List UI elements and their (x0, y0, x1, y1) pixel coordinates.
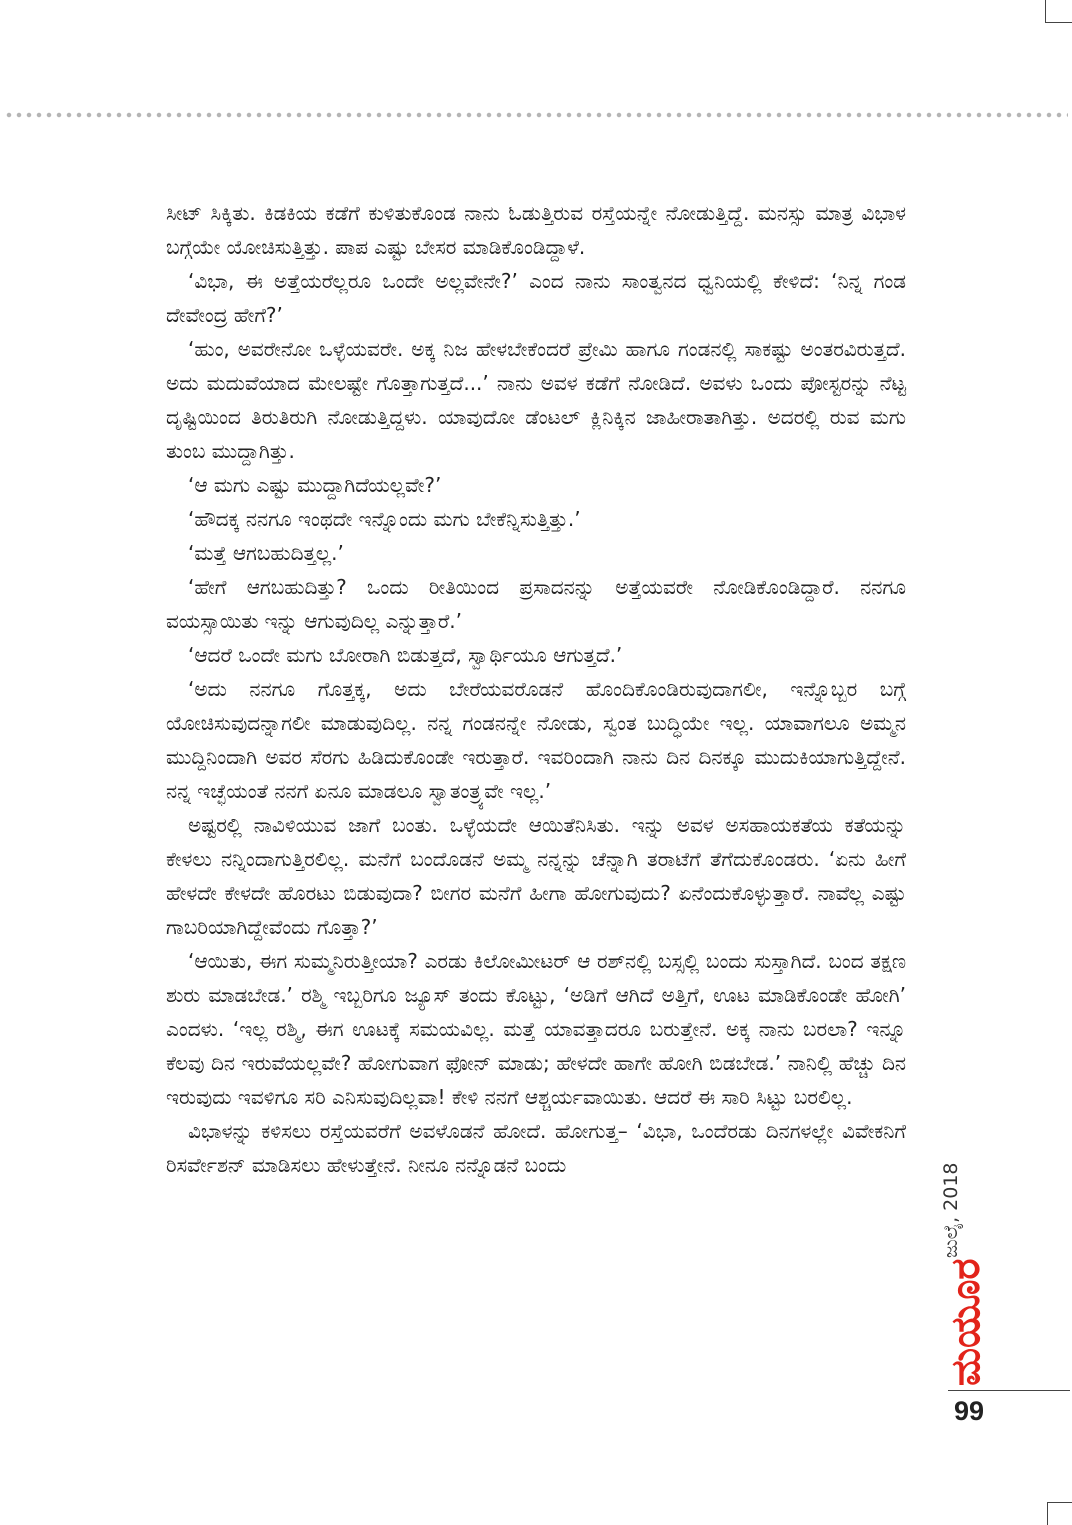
crop-mark-bottom-right (1047, 1502, 1072, 1525)
paragraph: ಅಷ್ಟರಲ್ಲಿ ನಾವಿಳಿಯುವ ಜಾಗೆ ಬಂತು. ಒಳ್ಳೆಯದೇ ಆಯಿತೆನಿಸಿತು. ಇನ್ನು ಅವಳ ಅಸಹಾಯಕತೆಯ ಕತೆಯನ್ನು ಕೇಳಲು ನನ್ನಿಂದಾಗುತ್ತಿರಲಿಲ್ಲ. ಮನೆಗೆ ಬಂದೊಡನೆ ಅಮ್ಮ ನನ್ನನ್ನು ಚೆನ್ನಾಗಿ ತರಾಟೆಗೆ ತೆಗೆದುಕೊಂಡರು. ‘ಏನು ಹೀಗೆ ಹೇಳದೇ ಕೇಳದೇ ಹೊರಟು ಬಿಡುವುದಾ? ಬೀಗರ ಮನೆಗೆ ಹೀಗಾ ಹೋಗುವುದು? ಏನೆಂದುಕೊಳ್ಳುತ್ತಾರೆ. ನಾವೆಲ್ಲ ಎಷ್ಟು ಗಾಬರಿಯಾಗಿದ್ದೇವೆಂದು ಗೊತ್ತಾ?’ (166, 813, 906, 939)
magazine-sidebar (940, 1110, 1000, 1386)
paragraph: ‘ಹುಂ, ಅವರೇನೋ ಒಳ್ಳೆಯವರೇ. ಅಕ್ಕ ನಿಜ ಹೇಳಬೇಕೆಂದರೆ ಪ್ರೇಮಿ ಹಾಗೂ ಗಂಡನಲ್ಲಿ ಸಾಕಷ್ಟು ಅಂತರವಿರುತ್ತದೆ. ಅದು ಮದುವೆಯಾದ ಮೇಲಷ್ಟೇ ಗೊತ್ತಾಗುತ್ತದೆ...’ ನಾನು ಅವಳ ಕಡೆಗೆ ನೋಡಿದೆ. ಅವಳು ಒಂದು ಪೋಸ್ಟರನ್ನು ನೆಟ್ಟ ದೃಷ್ಟಿಯಿಂದ ತಿರುತಿರುಗಿ ನೋಡುತ್ತಿದ್ದಳು. ಯಾವುದೋ ಡೆಂಟಲ್ ಕ್ಲಿನಿಕ್ಕಿನ ಜಾಹೀರಾತಾಗಿತ್ತು. ಅದರಲ್ಲಿ ರುವ ಮಗು ತುಂಬ ಮುದ್ದಾಗಿತ್ತು. (166, 337, 906, 463)
paragraph: ‘ಆದರೆ ಒಂದೇ ಮಗು ಬೋರಾಗಿ ಬಿಡುತ್ತದೆ, ಸ್ವಾರ್ಥಿಯೂ ಆಗುತ್ತದೆ.’ (188, 643, 623, 667)
dotted-separator (4, 111, 1068, 119)
paragraph: ‘ಆ ಮಗು ಎಷ್ಟು ಮುದ್ದಾಗಿದೆಯಲ್ಲವೇ?’ (188, 473, 442, 497)
crop-mark-top-right (1045, 0, 1072, 23)
issue-date: ಜುಲೈ, 2018 (940, 1162, 962, 1258)
paragraph: ‘ಅದು ನನಗೂ ಗೊತ್ತಕ್ಕ, ಅದು ಬೇರೆಯವರೊಡನೆ ಹೊಂದಿಕೊಂಡಿರುವುದಾಗಲೀ, ಇನ್ನೊಬ್ಬರ ಬಗ್ಗೆ ಯೋಚಿಸುವುದನ್ನಾಗಲೀ ಮಾಡುವುದಿಲ್ಲ. ನನ್ನ ಗಂಡನನ್ನೇ ನೋಡು, ಸ್ವಂತ ಬುದ್ಧಿಯೇ ಇಲ್ಲ. ಯಾವಾಗಲೂ ಅಮ್ಮನ ಮುದ್ದಿನಿಂದಾಗಿ ಅವರ ಸೆರಗು ಹಿಡಿದುಕೊಂಡೇ ಇರುತ್ತಾರೆ. ಇವರಿಂದಾಗಿ ನಾನು ದಿನ ದಿನಕ್ಕೂ ಮುದುಕಿಯಾಗುತ್ತಿದ್ದೇನೆ. ನನ್ನ ಇಚ್ಛೆಯಂತೆ ನನಗೆ ಏನೂ ಮಾಡಲೂ ಸ್ವಾತಂತ್ರ್ಯವೇ ಇಲ್ಲ.’ (166, 677, 906, 803)
article-body (166, 196, 906, 1182)
paragraph: ‘ಆಯಿತು, ಈಗ ಸುಮ್ಮನಿರುತ್ತೀಯಾ? ಎರಡು ಕಿಲೋಮೀಟರ್ ಆ ರಶ್‌ನಲ್ಲಿ ಬಸ್ಸಲ್ಲಿ ಬಂದು ಸುಸ್ತಾಗಿದೆ. ಬಂದ ತಕ್ಷಣ ಶುರು ಮಾಡಬೇಡ.’ ರಶ್ಮಿ ಇಬ್ಬರಿಗೂ ಜ್ಯೂಸ್ ತಂದು ಕೊಟ್ಟು, ‘ಅಡಿಗೆ ಆಗಿದೆ ಅತ್ತಿಗೆ, ಊಟ ಮಾಡಿಕೊಂಡೇ ಹೋಗಿ’ ಎಂದಳು. ‘ಇಲ್ಲ ರಶ್ಮಿ, ಈಗ ಊಟಕ್ಕೆ ಸಮಯವಿಲ್ಲ. ಮತ್ತೆ ಯಾವತ್ತಾದರೂ ಬರುತ್ತೇನೆ. ಅಕ್ಕ ನಾನು ಬರಲಾ? ಇನ್ನೂ ಕೆಲವು ದಿನ ಇರುವೆಯಲ್ಲವೇ? ಹೋಗುವಾಗ ಫೋನ್ ಮಾಡು; ಹೇಳದೇ ಹಾಗೇ ಹೋಗಿ ಬಿಡಬೇಡ.’ ನಾನಿಲ್ಲಿ ಹೆಚ್ಚು ದಿನ ಇರುವುದು ಇವಳಿಗೂ ಸರಿ ಎನಿಸುವುದಿಲ್ಲವಾ! ಕೇಳಿ ನನಗೆ ಆಶ್ಚರ್ಯವಾಯಿತು. ಆದರೆ ಈ ಸಾರಿ ಸಿಟ್ಟು ಬರಲಿಲ್ಲ. (166, 949, 906, 1109)
folio-rule (948, 1390, 1070, 1391)
paragraph: ವಿಭಾಳನ್ನು ಕಳಿಸಲು ರಸ್ತೆಯವರೆಗೆ ಅವಳೊಡನೆ ಹೋದೆ. ಹೋಗುತ್ತ– ‘ವಿಭಾ, ಒಂದೆರಡು ದಿನಗಳಲ್ಲೇ ವಿವೇಕನಿಗೆ ರಿಸರ್ವೇಶನ್ ಮಾಡಿಸಲು ಹೇಳುತ್ತೇನೆ. ನೀನೂ ನನ್ನೊಡನೆ ಬಂದು (166, 1119, 906, 1177)
paragraph: ‘ಮತ್ತೆ ಆಗಬಹುದಿತ್ತಲ್ಲ.’ (188, 541, 344, 565)
paragraph: ‘ಹೌದಕ್ಕ ನನಗೂ ಇಂಥದೇ ಇನ್ನೊಂದು ಮಗು ಬೇಕೆನ್ನಿಸುತ್ತಿತ್ತು.’ (188, 507, 581, 531)
paragraph: ‘ಹೇಗೆ ಆಗಬಹುದಿತ್ತು? ಒಂದು ರೀತಿಯಿಂದ ಪ್ರಸಾದನನ್ನು ಅತ್ತೆಯವರೇ ನೋಡಿಕೊಂಡಿದ್ದಾರೆ. ನನಗೂ ವಯಸ್ಸಾಯಿತು ಇನ್ನು ಆಗುವುದಿಲ್ಲ ಎನ್ನುತ್ತಾರೆ.’ (166, 575, 906, 633)
magazine-logo: ಮಯೂರ (943, 1258, 989, 1386)
paragraph: ಸೀಟ್ ಸಿಕ್ಕಿತು. ಕಿಡಕಿಯ ಕಡೆಗೆ ಕುಳಿತುಕೊಂಡ ನಾನು ಓಡುತ್ತಿರುವ ರಸ್ತೆಯನ್ನೇ ನೋಡುತ್ತಿದ್ದೆ. ಮನಸ್ಸು ಮಾತ್ರ ವಿಭಾಳ ಬಗ್ಗೆಯೇ ಯೋಚಿಸುತ್ತಿತ್ತು. ಪಾಪ ಎಷ್ಟು ಬೇಸರ ಮಾಡಿಕೊಂಡಿದ್ದಾಳೆ. (166, 201, 906, 259)
page-number: 99 (954, 1396, 985, 1426)
paragraph: ‘ವಿಭಾ, ಈ ಅತ್ತೆಯರೆಲ್ಲರೂ ಒಂದೇ ಅಲ್ಲವೇನೇ?’ ಎಂದ ನಾನು ಸಾಂತ್ವನದ ಧ್ವನಿಯಲ್ಲಿ ಕೇಳಿದೆ: ‘ನಿನ್ನ ಗಂಡ ದೇವೇಂದ್ರ ಹೇಗೆ?’ (166, 269, 906, 327)
